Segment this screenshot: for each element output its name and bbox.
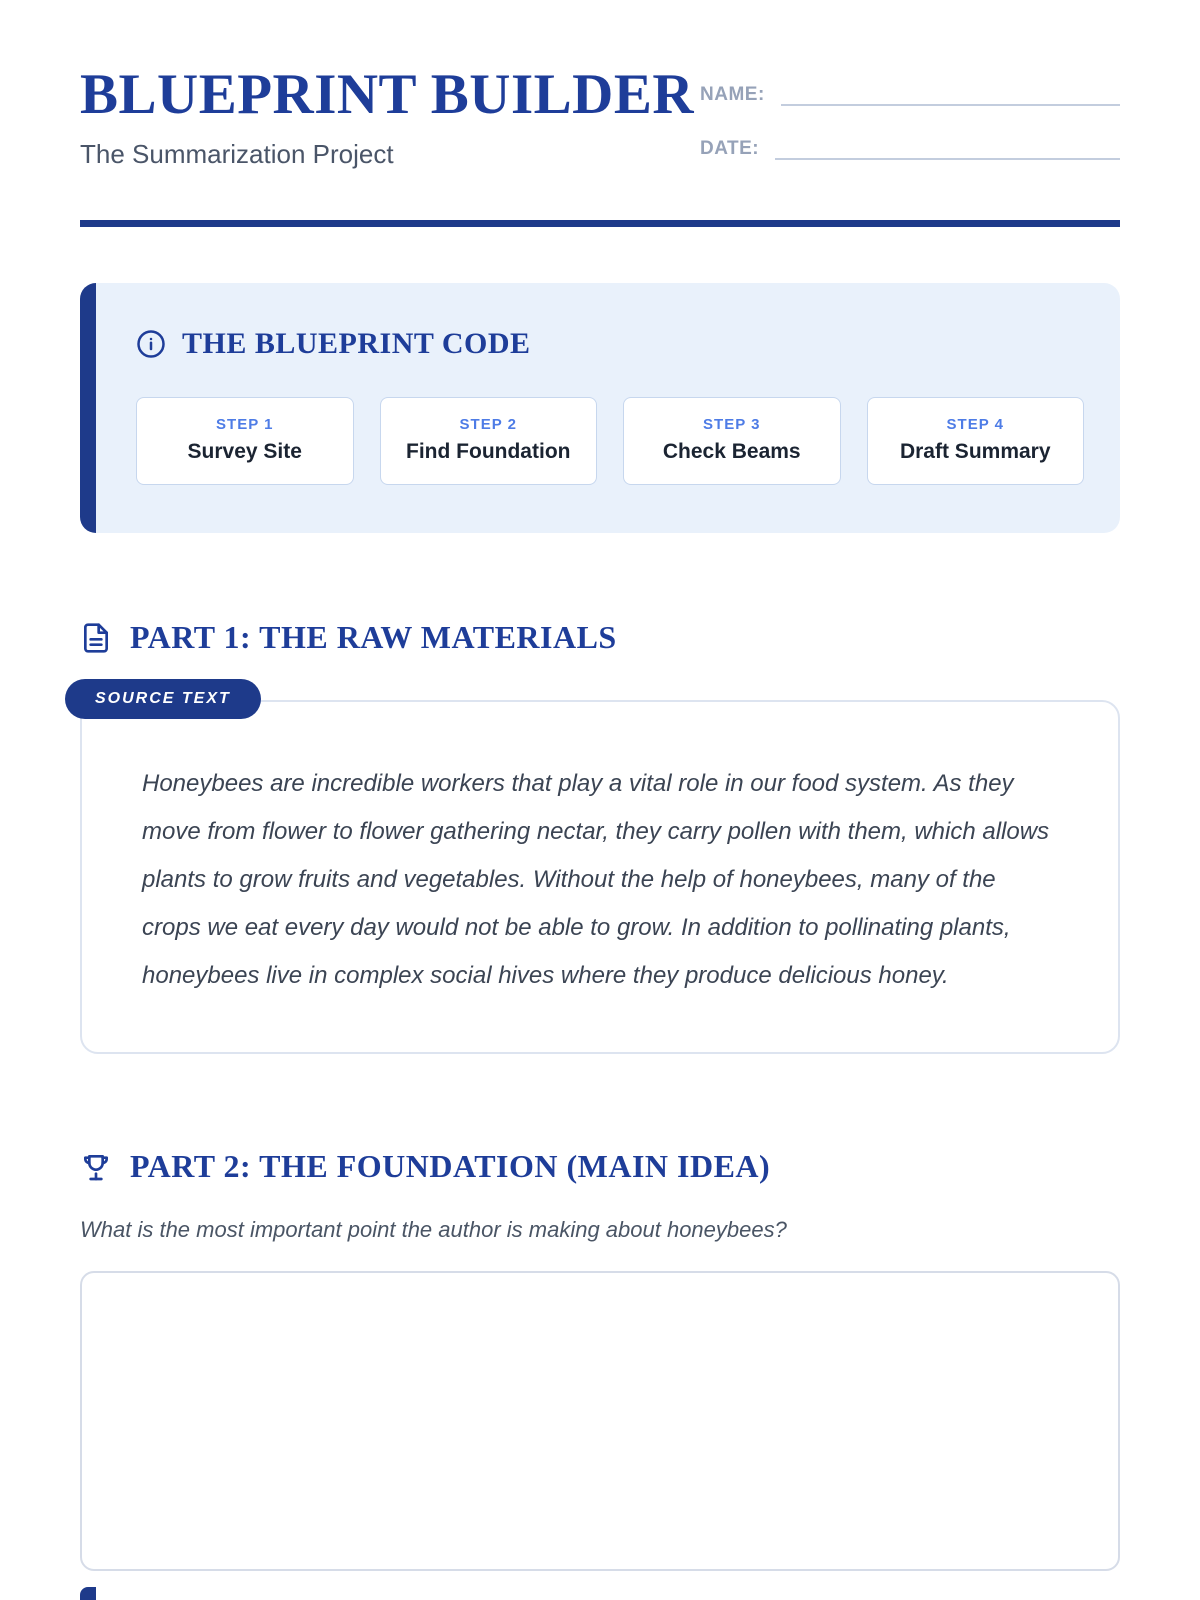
next-section-accent [80,1587,96,1600]
step-card-4 [867,397,1085,485]
date-field-row [700,136,1120,160]
part2-heading-row [80,1148,1120,1185]
date-input-line[interactable] [775,136,1120,160]
blueprint-code-panel [80,283,1120,533]
step-card-2 [380,397,598,485]
step-label: STEP 1 [216,416,274,433]
name-label: NAME: [700,84,765,105]
step-label: STEP 4 [946,416,1004,433]
part1-heading-row [80,619,1120,656]
page-title: BLUEPRINT BUILDER [80,63,695,126]
part2-question: What is the most important point the author is making about honeybees? [80,1217,787,1242]
step-name: Check Beams [662,440,801,463]
source-text-badge: SOURCE TEXT [65,679,261,719]
header [80,63,1120,190]
source-text-box [80,700,1120,1054]
document-icon [80,622,112,654]
name-field-row [700,82,1120,106]
main-idea-answer-box[interactable] [80,1271,1120,1571]
blueprint-code-title: THE BLUEPRINT CODE [182,327,531,360]
blueprint-code-title-row [136,327,1084,361]
step-name: Find Foundation [406,440,571,463]
part1-heading: PART 1: THE RAW MATERIALS [130,619,617,655]
header-titles [80,63,695,170]
trophy-icon [80,1151,112,1183]
step-name: Draft Summary [899,440,1051,463]
page-subtitle: The Summarization Project [80,139,394,169]
part2-heading: PART 2: THE FOUNDATION (MAIN IDEA) [130,1148,771,1184]
step-card-1 [136,397,354,485]
source-text-paragraph: Honeybees are incredible workers that play a vital role in our food system. As they move from flower to flower gathering nectar, they carry pollen with them, which allows plants to grow fruits and vegetables. Without the help of honeybees, many of the crops we eat every day would not be able to grow. In addition to pollinating plants, honeybees live in complex social hives where they produce delicious honey. [142,770,1050,989]
step-label: STEP 2 [459,416,517,433]
header-divider [80,220,1120,227]
step-name: Survey Site [187,440,302,463]
date-label: DATE: [700,138,760,159]
header-fields [700,82,1120,190]
source-text-section [80,690,1120,1054]
info-icon [136,329,166,359]
step-card-3 [623,397,841,485]
step-label: STEP 3 [703,416,761,433]
name-input-line[interactable] [781,82,1120,106]
steps-row [136,397,1084,485]
